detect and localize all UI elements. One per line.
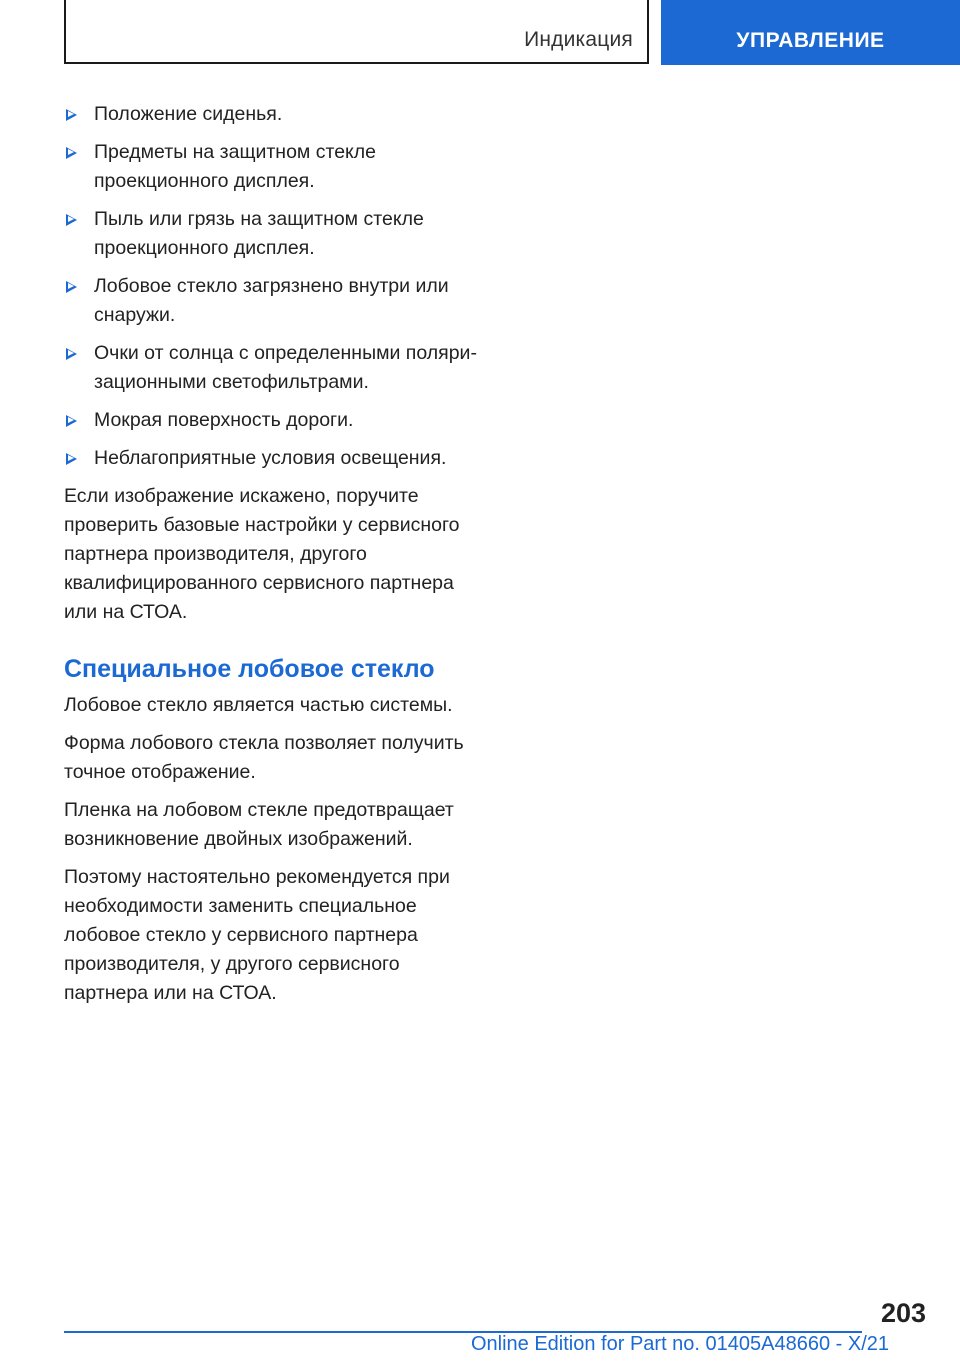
chapter-tab-label: УПРАВЛЕНИЕ [736, 29, 885, 52]
page-number: 203 [880, 1298, 926, 1328]
edition-text: Online Edition for Part no. 01405A48660 - X/21 [470, 1333, 890, 1355]
list-item: Мокрая поверхность дороги. [64, 406, 482, 435]
triangle-bullet-icon [66, 214, 77, 226]
section-paragraph: Поэтому настоятельно рекомендуется при необходимости заменить специальное лобовое стекло у сервисного партнера производителя, у другого сервисного партнера или на СТОА. [64, 866, 450, 1004]
section-paragraph: Лобовое стекло является частью системы. [64, 694, 453, 716]
section-paragraph: Пленка на лобовом стекле предотвращает возникновение двойных изображений. [64, 799, 454, 850]
triangle-bullet-icon [66, 109, 77, 121]
list-item: Пыль или грязь на защитном стекле проекционного дисплея. [64, 205, 482, 263]
list-item: Положение сиденья. [64, 100, 482, 129]
triangle-bullet-icon [66, 348, 77, 360]
footer-edition [0, 1333, 960, 1356]
list-item: Лобовое стекло загрязнено внутри или снаружи. [64, 272, 482, 330]
triangle-bullet-icon [66, 453, 77, 465]
causes-list [64, 100, 482, 473]
list-item: Очки от солнца с определенными поляризационными светофильтрами. [64, 339, 482, 397]
main-content [64, 100, 482, 1017]
chapter-tab[interactable] [661, 0, 960, 65]
distortion-paragraph: Если изображение искажено, поручите проверить базовые настройки у сервисного партнера производителя, другого квалифицированного сервисного партнера или на СТОА. [64, 485, 460, 623]
triangle-bullet-icon [66, 281, 77, 293]
section-title: Индикация [524, 28, 633, 51]
section-heading: Специальное лобовое стекло [64, 655, 435, 683]
header-frame [64, 0, 649, 64]
list-item: Неблагоприятные условия освещения. [64, 444, 482, 473]
section-paragraph: Форма лобового стекла позволяет получить точное отображение. [64, 732, 464, 783]
list-item: Предметы на защитном стекле проекционного дисплея. [64, 138, 482, 196]
triangle-bullet-icon [66, 147, 77, 159]
triangle-bullet-icon [66, 415, 77, 427]
